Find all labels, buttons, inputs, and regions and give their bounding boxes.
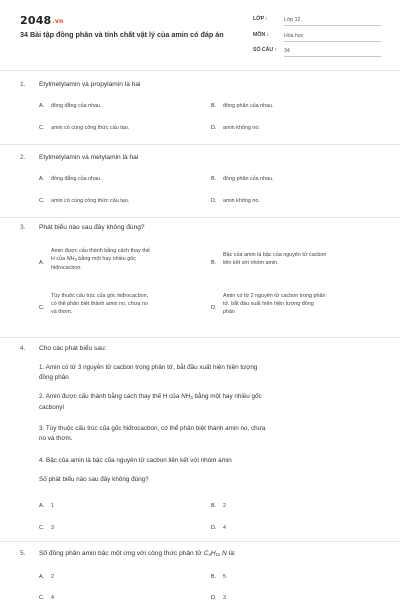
divider [0, 337, 400, 338]
question-text: 5. Số đồng phân amin bậc một ứng với công thức phân tử $C_4H_{11}$ N là: [20, 550, 236, 557]
logo-suffix: .vn [52, 18, 64, 25]
question-3: 3. Phát biểu nào sau đây không đúng? A. Amin được cấu thành bằng cách thay thế H của $NH_3$ bằng một hay nhiều gốc hiđrocacbon. B. Bậc của amin là bậc của nguyên tử cacbon liên kết với nhóm amin. C. Tùy thuộc cấu trúc của gốc hiđrocacbon, có thể phân biệt thành amin no, chưa no và thơm. D. Amin có từ 2 nguyên tử cacbon trong phân tử, bắt đầu xuất hiện hiện tượng đồng phân [20, 223, 390, 333]
logo-text: 2048 [20, 14, 52, 27]
question-1: 1. Etylmetylamin và propylamin là hai A. đồng đẳng của nhau. B. đồng phân của nhau. C. amin có cùng công thức cấu tạo. D. amin không no. [20, 80, 390, 140]
divider [0, 217, 400, 218]
divider [0, 70, 400, 71]
count-row [253, 45, 381, 59]
document-title: 34 Bài tập đồng phân và tính chất vật lý của amin có đáp án [20, 30, 224, 39]
question-5 [20, 549, 390, 569]
count-label: SỐ CÂU : [253, 47, 277, 53]
subject-label: MÔN : [253, 32, 269, 38]
statement-2: 2. Amin được cấu thành bằng cách thay thế H của $NH_3$ bằng một hay nhiều gốc cacbonyl [39, 393, 262, 411]
question-4 [20, 344, 390, 360]
question-text: 1. Etylmetylamin và propylamin là hai [20, 81, 141, 88]
subject-value: Hóa học [284, 30, 381, 42]
question-2: 2. Etylmetylamin và metylamin là hai A. đồng đẳng của nhau. B. đồng phân của nhau. C. amin có cùng công thức cấu tạo. D. amin không no. [20, 153, 390, 213]
count-value: 34 [284, 45, 381, 57]
site-logo[interactable] [20, 14, 63, 27]
class-label: LỚP : [253, 16, 268, 22]
statement-3: 3. Tùy thuộc cấu trúc của gốc hiđrocacbon, có thể phân biệt thành amin no, chưa no và thơm. [39, 425, 266, 442]
document-header [0, 0, 400, 68]
question-text: 4. Cho các phát biểu sau: [20, 345, 107, 352]
statement-4: 4. Bậc của amin là bậc của nguyên tử cacbon liên kết với nhóm amin [39, 457, 232, 464]
divider [0, 541, 400, 542]
subject-row [253, 30, 381, 44]
class-value: Lớp 12 [284, 14, 381, 26]
divider [0, 144, 400, 145]
question-prompt: Số phát biểu nào sau đây không đúng? [39, 476, 149, 483]
class-row [253, 14, 381, 28]
statement-1: 1. Amin có từ 3 nguyên tử cacbon trong phân tử, bắt đầu xuất hiện hiện tượng đồng phân [39, 364, 258, 381]
question-text: 3. Phát biểu nào sau đây không đúng? [20, 224, 145, 231]
question-text: 2. Etylmetylamin và metylamin là hai [20, 154, 139, 161]
